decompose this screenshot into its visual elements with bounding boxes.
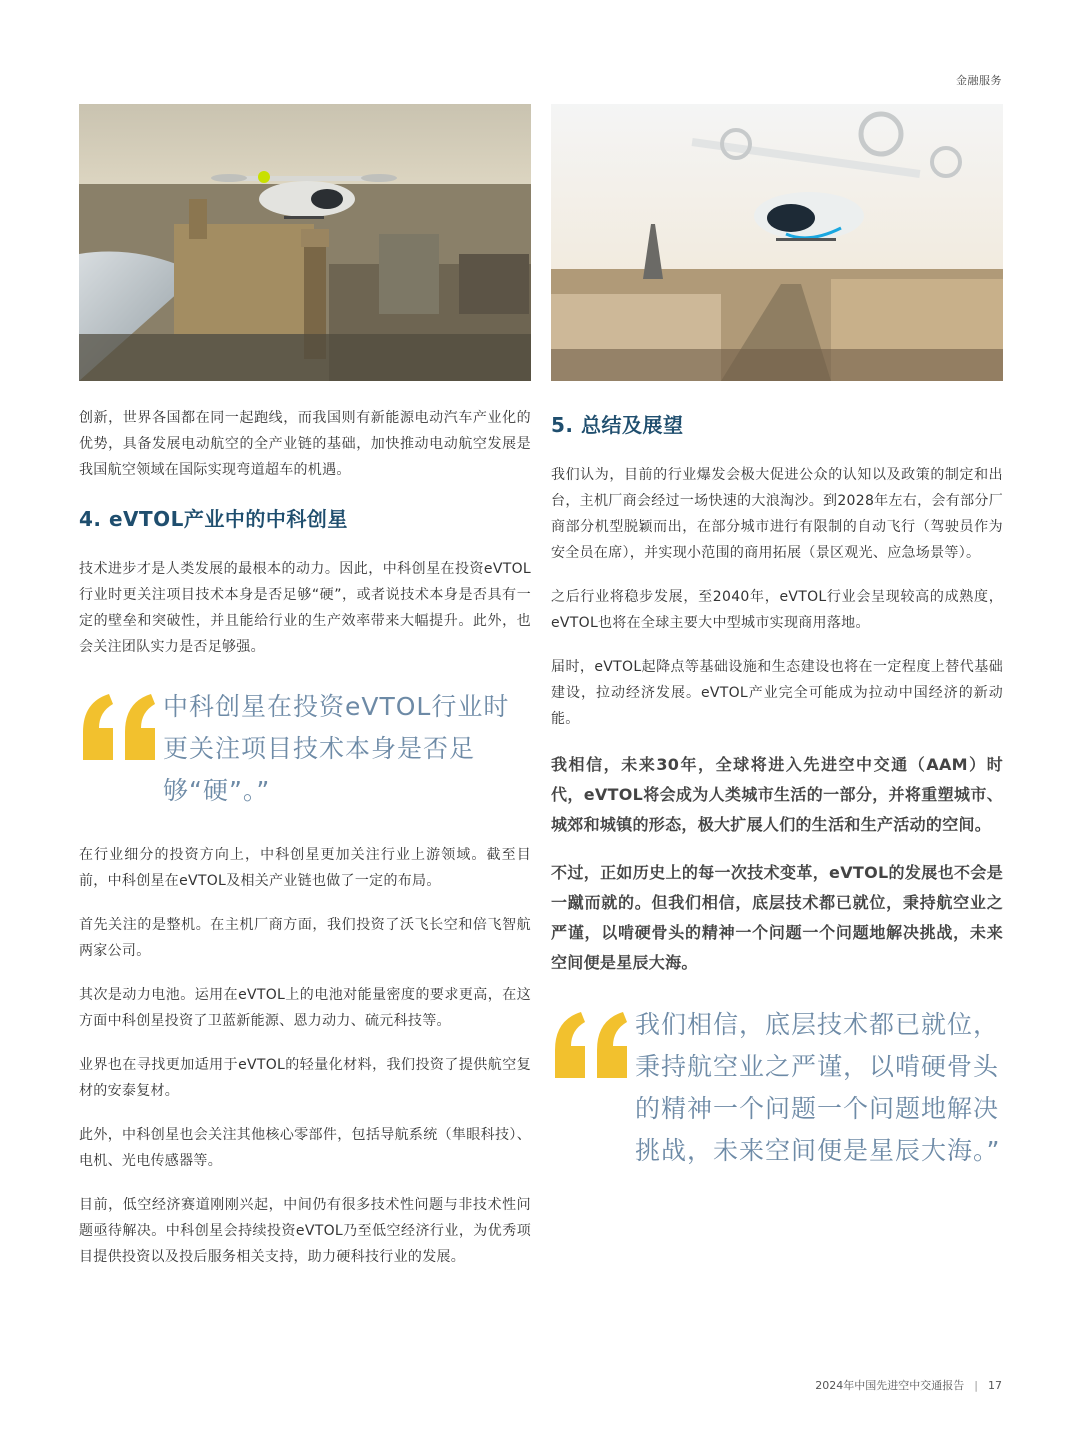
page-footer — [815, 1377, 1002, 1393]
paragraph: 其次是动力电池。运用在eVTOL上的电池对能量密度的要求更高，在这方面中科创星投资了卫蓝新能源、恩力动力、硫元科技等。 — [79, 987, 531, 1029]
quote-mark-icon — [79, 692, 163, 762]
paragraph: 目前，低空经济赛道刚刚兴起，中间仍有很多技术性问题与非技术性问题亟待解决。中科创星会持续投资eVTOL乃至低空经济行业，为优秀项目提供投资以及投后服务相关支持，助力硬科技行业的发展。 — [79, 1197, 531, 1265]
paragraph: 之后行业将稳步发展，至2040年，eVTOL行业会呈现较高的成熟度，eVTOL也将在全球主要大中型城市实现商用落地。 — [551, 589, 1003, 631]
highlight-paragraph: 不过，正如历史上的每一次技术变革，eVTOL的发展也不会是一蹴而就的。但我们相信，底层技术都已就位，秉持航空业之严谨，以啃硬骨头的精神一个问题一个问题地解决挑战，未来空间便是星辰大海。 — [551, 863, 1003, 972]
pull-quote-text: 中科创星在投资eVTOL行业时更关注项目技术本身是否足够“硬”。” — [163, 692, 510, 805]
paragraph: 技术进步才是人类发展的最根本的动力。因此，中科创星在投资eVTOL行业时更关注项目技术本身是否足够“硬”，或者说技术本身是否具有一定的壁垒和突破性，并且能给行业的生产效率带来大幅提升。此外，也会关注团队实力是否足够强。 — [79, 561, 531, 655]
paragraph: 在行业细分的投资方向上，中科创星更加关注行业上游领域。截至目前，中科创星在eVTOL及相关产业链也做了一定的布局。 — [79, 847, 531, 889]
paragraph: 届时，eVTOL起降点等基础设施和生态建设也将在一定程度上替代基础建设，拉动经济发展。eVTOL产业完全可能成为拉动中国经济的新动能。 — [551, 659, 1003, 727]
paragraph: 业界也在寻找更加适用于eVTOL的轻量化材料，我们投资了提供航空复材的安泰复材。 — [79, 1057, 531, 1099]
left-column — [79, 405, 531, 1288]
quote-mark-icon — [551, 1010, 635, 1080]
paragraph: 此外，中科创星也会关注其他核心零部件，包括导航系统（隼眼科技）、电机、光电传感器等。 — [79, 1127, 531, 1169]
paris-evtol-photo — [551, 104, 1003, 381]
intro-paragraph: 创新，世界各国都在同一起跑线，而我国则有新能源电动汽车产业化的优势，具备发展电动航空的全产业链的基础，加快推动电动航空发展是我国航空领域在国际实现弯道超车的机遇。 — [79, 410, 531, 478]
section-label: 金融服务 — [956, 74, 1002, 87]
pull-quote — [551, 1004, 1003, 1172]
paragraph: 我们认为，目前的行业爆发会极大促进公众的认知以及政策的制定和出台，主机厂商会经过一场快速的大浪淘沙。到2028年左右，会有部分厂商部分机型脱颖而出，在部分城市进行有限制的自动飞行（驾驶员作为安全员在席），并实现小范围的商用拓展（景区观光、应急场景等）。 — [551, 467, 1003, 561]
paragraph: 首先关注的是整机。在主机厂商方面，我们投资了沃飞长空和倍飞智航两家公司。 — [79, 917, 531, 959]
london-evtol-photo — [79, 104, 531, 381]
pull-quote — [79, 686, 531, 812]
right-column — [551, 405, 1003, 1202]
report-title: 2024年中国先进空中交通报告 — [815, 1379, 965, 1392]
page-number: 17 — [988, 1379, 1002, 1392]
section-4-heading: 4. eVTOL产业中的中科创星 — [79, 507, 348, 531]
pull-quote-text: 我们相信，底层技术都已就位，秉持航空业之严谨，以啃硬骨头的精神一个问题一个问题地解决挑战，未来空间便是星辰大海。” — [635, 1010, 1001, 1165]
footer-divider: | — [974, 1379, 978, 1392]
highlight-paragraph: 我相信，未来30年，全球将进入先进空中交通（AAM）时代，eVTOL将会成为人类城市生活的一部分，并将重塑城市、城郊和城镇的形态，极大扩展人们的生活和生产活动的空间。 — [551, 755, 1003, 834]
section-5-heading: 5. 总结及展望 — [551, 413, 684, 437]
